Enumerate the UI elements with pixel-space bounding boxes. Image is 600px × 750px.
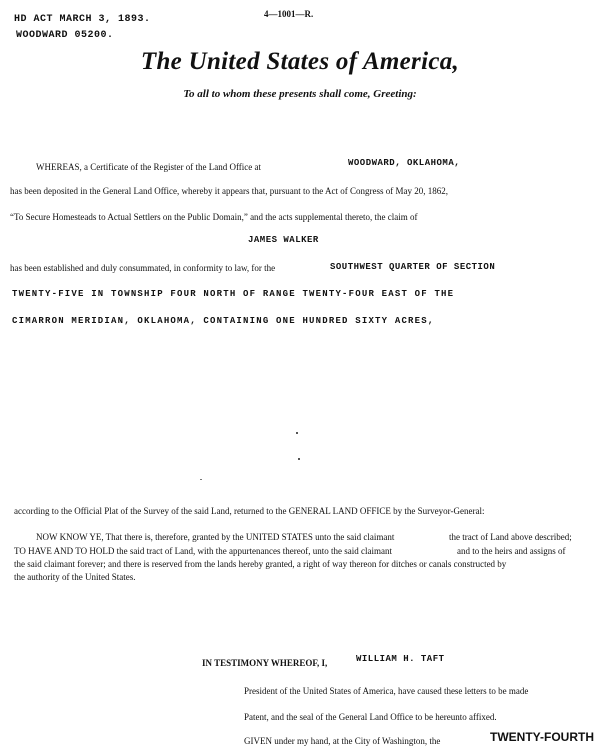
land-description-3: CIMARRON MERIDIAN, OKLAHOMA, CONTAINING ONE HUNDRED SIXTY ACRES,	[12, 316, 435, 326]
form-number: 4—1001—R.	[264, 9, 314, 19]
claimant-name: JAMES WALKER	[248, 235, 319, 245]
president-line: President of the United States of America, have caused these letters to be made	[244, 686, 529, 696]
tract-described-line: the tract of Land above described;	[449, 532, 572, 542]
land-description-2: TWENTY-FIVE IN TOWNSHIP FOUR NORTH OF RANGE TWENTY-FOUR EAST OF THE	[12, 289, 455, 299]
president-name: WILLIAM H. TAFT	[356, 654, 445, 664]
paper-speck	[296, 432, 298, 434]
patent-seal-line: Patent, and the seal of the General Land Office to be hereunto affixed.	[244, 712, 497, 722]
to-have-and-hold-line: TO HAVE AND TO HOLD the said tract of Land, with the appurtenances thereof, unto the said claimant	[14, 546, 392, 556]
deposit-line: has been deposited in the General Land Office, whereby it appears that, pursuant to the Act of Congress of May 20, 1862,	[10, 186, 448, 196]
testimony-label: IN TESTIMONY WHEREOF, I,	[202, 658, 328, 668]
land-description-1: SOUTHWEST QUARTER OF SECTION	[330, 262, 496, 272]
whereas-line: WHEREAS, a Certificate of the Register of the Land Office at	[36, 162, 262, 172]
act-reference: HD ACT MARCH 3, 1893.	[14, 14, 151, 25]
given-line: GIVEN under my hand, at the City of Washington, the	[244, 736, 441, 746]
reservation-line: the said claimant forever; and there is reserved from the lands hereby granted, a right of way thereon for ditches or canals constructed by	[14, 559, 507, 569]
document-title: The United States of America,	[140, 48, 460, 75]
authority-line: the authority of the United States.	[14, 572, 136, 582]
paper-speck	[200, 479, 202, 480]
serial-number: WOODWARD 05200.	[16, 30, 114, 41]
homestead-act-line: “To Secure Homesteads to Actual Settlers on the Public Domain,” and the acts supplemental thereto, the claim of	[10, 212, 418, 222]
day-stamp: TWENTY-FOURTH	[490, 730, 594, 744]
now-know-ye-line: NOW KNOW YE, That there is, therefore, granted by the UNITED STATES unto the said claimant	[36, 532, 395, 542]
heirs-assigns-line: and to the heirs and assigns of	[457, 546, 566, 556]
paper-speck	[298, 458, 300, 460]
land-office-name: WOODWARD, OKLAHOMA,	[348, 158, 461, 168]
greeting-line: To all to whom these presents shall come, Greeting:	[183, 88, 417, 100]
consummation-line: has been established and duly consummated, in conformity to law, for the	[10, 263, 276, 273]
survey-line: according to the Official Plat of the Survey of the said Land, returned to the GENERAL LAND OFFICE by the Surveyor-General:	[14, 506, 485, 516]
